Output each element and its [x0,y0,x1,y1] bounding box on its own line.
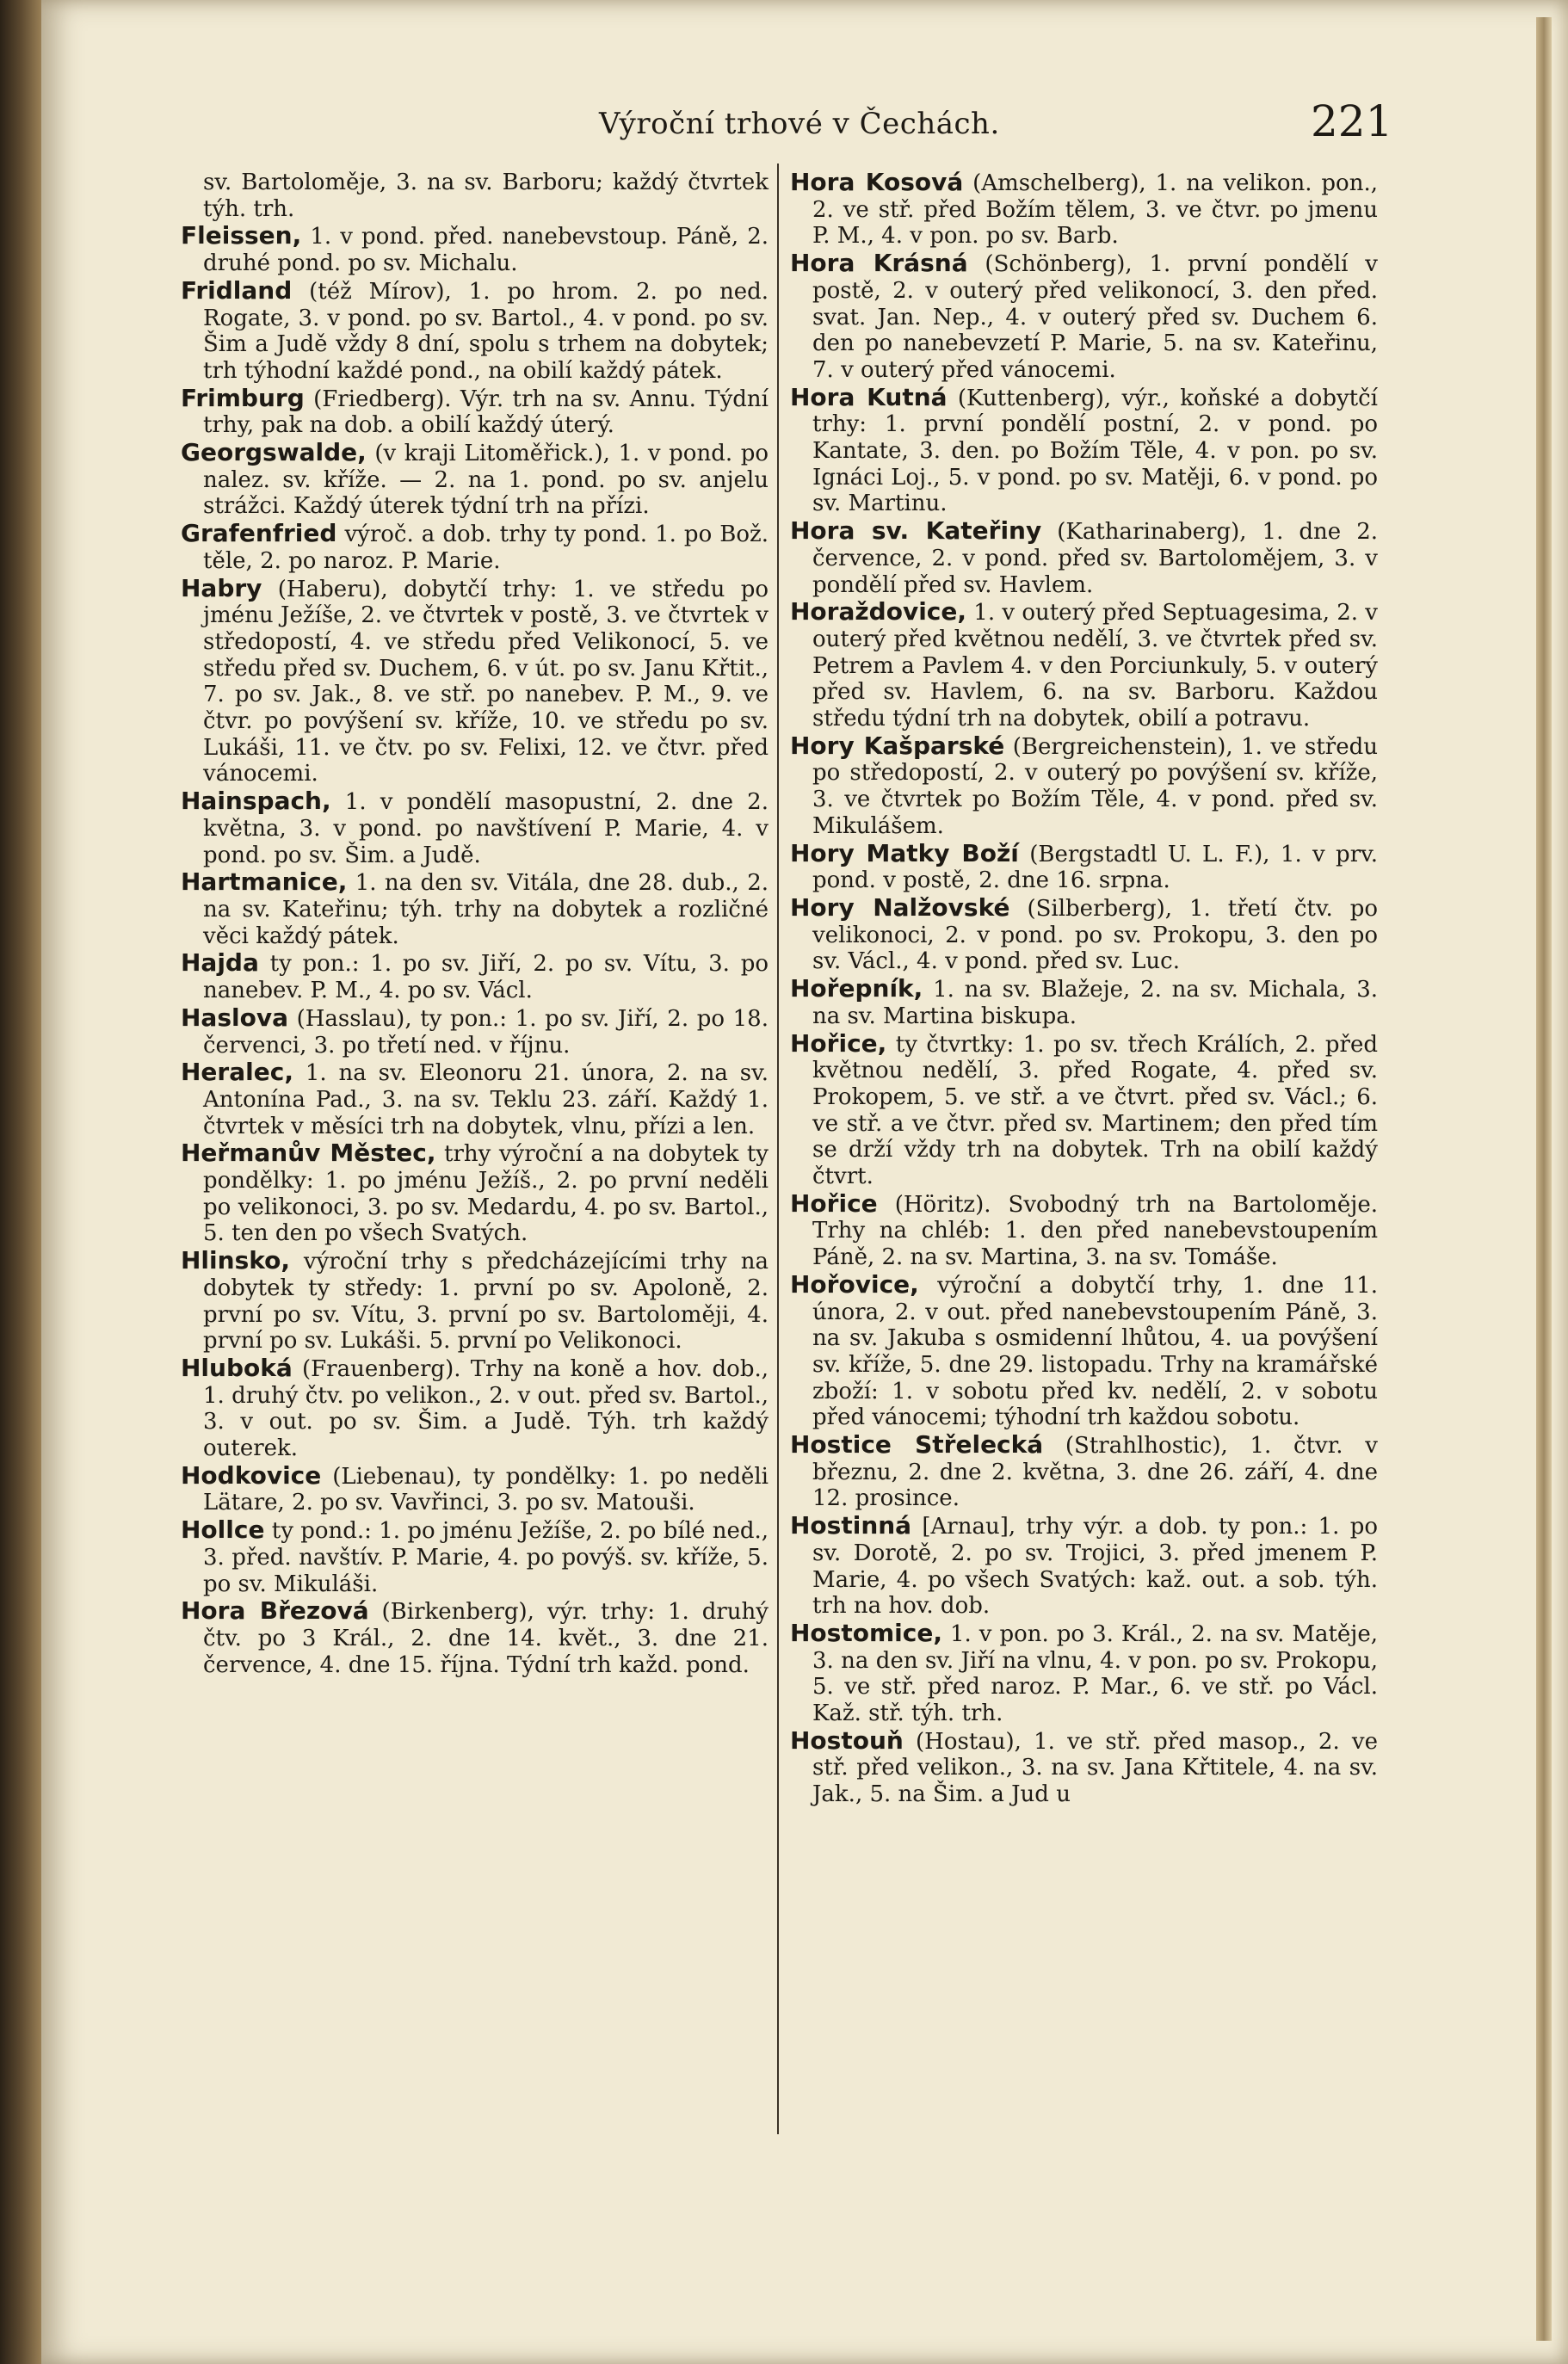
gazetteer-entry [181,1248,769,1355]
gazetteer-entry [790,1269,1378,1431]
entry-text: (Bergreichenstein), 1. ve středu po středopostí, 2. v outerý po povýšení sv. kříže, 3. ve čtvrtek po Božím Těle, 4. v pond. před sv. Mikulášem. [812,733,1378,839]
entry-text: (Silberberg), 1. třetí čtv. po velikonoci, 2. v pond. po sv. Prokopu, 3. den po sv. Václ., 4. v pond. před sv. Luc. [812,895,1378,975]
gazetteer-entry [181,950,769,1003]
place-name: Hodkovice [181,1460,322,1490]
place-name: Hory Matky Boží [790,838,1019,867]
entry-text: (Höritz). Svobodný trh na Bartoloměje. Trhy na chléb: 1. den před nanebevstoupením Páně, 2. na sv. Martina, 3. na sv. Tomáše. [812,1191,1378,1271]
gazetteer-entry [790,382,1378,518]
place-name: Frimburg [181,383,305,412]
place-name: Hlinsko, [181,1246,290,1275]
gazetteer-entry [790,518,1378,598]
entry-text: (Haberu), dobytčí trhy: 1. ve středu po jménu Ježíše, 2. ve čtvrtek v postě, 3. ve čtvrtek v středopostí, 4. ve středu před Velikonocí, 5. ve středu před sv. Duchem, 6. v út. po sv. Janu Křtit., 7. po sv. Jak., 8. ve stř. po nanebev. P. M., 9. ve čtvr. po povýšení sv. kříže, 10. ve středu po sv. Lukáši, 11. ve čtv. po sv. Felixi, 12. ve čtvr. před vánocemi. [203,576,769,787]
gazetteer-entry [181,1005,769,1059]
entry-text: [Arnau], trhy výr. a dob. ty pon.: 1. po sv. Dorotě, 2. po sv. Trojici, 3. před jmenem P. Marie, 4. po všech Svatých: kaž. out. a sob. týh. trh na hov. dob. [812,1514,1378,1620]
entry-text: (Friedberg). Výr. trh na sv. Annu. Týdní trhy, pak na dob. a obilí každý úterý. [203,386,769,439]
gazetteer-entry [181,1355,769,1462]
gazetteer-entry [181,869,769,949]
place-name: Hořovice, [790,1269,919,1299]
entry-text: 1. na sv. Eleonoru 21. února, 2. na sv. Antonína Pad., 3. na sv. Teklu 23. září. Každý 1. čtvrtek v měsíci trh na dobytek, vlnu, přízi a len. [203,1060,769,1139]
entry-text: (Frauenberg). Trhy na koně a hov. dob., 1. druhý čtv. po velikon., 2. v out. před sv. Bartol., 3. v out. po sv. Šim. a Judě. Týh. trh každý outerek. [203,1355,769,1462]
place-name: Hartmanice, [181,867,348,897]
entry-text: 1. na den sv. Vitála, dne 28. dub., 2. na sv. Kateřinu; týh. trhy na dobytek a rozličné věci každý pátek. [203,870,769,949]
place-name: Hořice [790,1188,878,1218]
place-name: Horaždovice, [790,597,967,626]
gazetteer-entry [790,733,1378,840]
place-name: Hory Kašparské [790,731,1005,760]
gazetteer-entry [181,1598,769,1678]
entry-text: (též Mírov), 1. po hrom. 2. po ned. Rogate, 3. v pond. po sv. Bartol., 4. v pond. po sv. Šim a Judě vždy 8 dní, spolu s trhem na dobytek; trh týhodní každé pond., na obilí každý pátek. [203,278,769,384]
entry-text: 1. v pon. po 3. Král., 2. na sv. Matěje, 3. na den sv. Jiří na vlnu, 4. v pon. po sv. Prokopu, 5. ve stř. před naroz. P. Mar., 6. ve stř. po Václ. Kaž. stř. týh. trh. [812,1620,1378,1727]
page-number: 221 [1311,96,1393,146]
entry-text: 1. na sv. Blažeje, 2. na sv. Michala, 3. na sv. Martina biskupa. [812,977,1378,1029]
place-name: Hora sv. Kateřiny [790,516,1042,546]
place-name: Hluboká [181,1353,293,1382]
place-name: Grafenfried [181,519,337,548]
place-name: Hora Kosová [790,168,964,196]
gazetteer-entry [181,440,769,520]
place-name: Fridland [181,275,293,305]
right-column [790,170,1378,1809]
gazetteer-entry [181,383,769,439]
entry-text: ty pond.: 1. po jménu Ježíše, 2. po bílé ned., 3. před. navštív. P. Marie, 4. po povýš. sv. kříže, 5. po sv. Mikuláši. [203,1518,769,1597]
running-title: Výroční trhové v Čechách. [599,107,1000,141]
place-name: Hostice Střelecká [790,1430,1044,1460]
entry-text: sv. Bartoloměje, 3. na sv. Barboru; každý čtvrtek týh. trh. [203,170,769,222]
entry-text: (Kuttenberg), výr., koňské a dobytčí trhy: 1. první pondělí postní, 2. v pond. po Kantate, 3. den. po Božím Těle, 4. v pon. po sv. Ignáci Loj., 5. v pond. po sv. Matěji, 6. v pond. po sv. Martinu. [812,385,1378,517]
gazetteer-entry [790,1620,1378,1727]
column-divider [777,164,779,2134]
gazetteer-entry [790,1188,1378,1271]
place-name: Hořice, [790,1028,887,1058]
place-name: Hora Březová [181,1596,369,1626]
gazetteer-entry [181,1059,769,1139]
entry-text: (Schönberg), 1. první pondělí v postě, 2. v outerý před velikonocí, 3. den před. svat. Jan. Nep., 4. v outerý před sv. Duchem 6. den po nanebevzetí P. Marie, 5. na sv. Kateřinu, 7. v outerý před vánocemi. [812,251,1378,383]
entry-text: výroční a dobytčí trhy, 1. dne 11. února, 2. v out. před nanebevstoupením Páně, 3. na sv. Jakuba s osmidenní lhůtou, 4. ua povýšení sv. kříže, 5. dne 29. listopadu. Trhy na kramářské zboží: 1. v sobotu před kv. nedělí, 2. v sobotu před vánocemi; týhodní trh každou sobotu. [812,1272,1378,1431]
gazetteer-entry [790,892,1378,975]
entry-text: ty pon.: 1. po sv. Jiří, 2. po sv. Vítu, 3. po nanebev. P. M., 4. po sv. Václ. [203,951,769,1004]
place-name: Hořepník, [790,974,923,1003]
gazetteer-entry [181,1460,769,1516]
gazetteer-entry [790,976,1378,1029]
place-name: Hollce [181,1515,265,1545]
entry-text: ty čtvrtky: 1. po sv. třech Králích, 2. před květnou nedělí, 3. před Rogate, 4. před sv. Prokopem, 5. ve stř. a ve čtvrt. před sv. Václ.; 6. ve stř. a ve čtvr. před sv. Martinem; den před tím se drží vždy trh na dobytek. Trh na obilí každý čtvrt. [812,1031,1378,1190]
gazetteer-entry [790,1725,1378,1808]
place-name: Hostinná [790,1511,912,1540]
place-name: Heralec, [181,1058,293,1087]
place-name: Hory Nalžovské [790,892,1010,922]
entry-text: (Katharinaberg), 1. dne 2. července, 2. v pond. před sv. Bartoloměj​em, 3. v pondělí před sv. Havlem. [812,519,1378,598]
entry-text: (Hasslau), ty pon.: 1. po sv. Jiří, 2. po 18. červenci, 3. po třetí ned. v říjnu. [203,1005,769,1059]
gazetteer-entry [790,1028,1378,1190]
entry-text: (Hostau), 1. ve stř. před masop., 2. ve stř. před velikon., 3. na sv. Jana Křtitele, 4. na sv. Jak., 5. na Šim. a Jud u [812,1728,1378,1808]
gazetteer-entry [790,1432,1378,1512]
entry-text: 1. v pondělí masopustní, 2. dne 2. května, 3. v pond. po navštívení P. Marie, 4. v pond. po sv. Šim. a Judě. [203,789,769,868]
gazetteer-entry [181,521,769,574]
entry-text: (v kraji Litoměřick.), 1. v pond. po nalez. sv. kříže. — 2. na 1. pond. po sv. anjelu strážci. Každý úterek týdní trh na přízi. [203,441,769,520]
place-name: Haslova [181,1003,288,1032]
place-name: Fleissen, [181,221,302,250]
gazetteer-entry [790,599,1378,732]
place-name: Hajda [181,948,259,978]
gazetteer-entry [181,1517,769,1597]
entry-text: (Liebenau), ty pondělky: 1. po neděli Lätare, 2. po sv. Vavřinci, 3. po sv. Matouši. [203,1463,769,1516]
gazetteer-entry [181,573,769,788]
gazetteer-entry [181,1140,769,1247]
gazetteer-entry [181,788,769,868]
entry-text: 1. v pond. před. nanebevstoup. Páně, 2. druhé pond. po sv. Michalu. [203,224,769,277]
place-name: Heřmanův Městec, [181,1139,436,1168]
page-edge [1536,17,1552,2341]
left-column [181,170,769,1679]
entry-text: (Birkenberg), výr. trhy: 1. druhý čtv. po 3 Král., 2. dne 14. květ., 3. dne 21. července, 4. dne 15. října. Týdní trh každ. pond. [203,1599,769,1678]
gazetteer-entry [790,838,1379,894]
gazetteer-entry [181,170,769,222]
place-name: Georgswalde, [181,438,367,467]
entry-text: trhy výroční a na dobytek ty pondělky: 1. po jménu Ježíš., 2. po první neděli po velikonoci, 3. po sv. Medardu, 4. po sv. Bartol., 5. ten den po všech Svatých. [203,1141,769,1247]
entry-text: 1. v outerý před Septuagesima, 2. v outerý před květnou nedělí, 3. ve čtvrtek před sv. Petrem a Pavlem 4. v den Porciunkuly, 5. v outerý před sv. Havlem, 6. na sv. Barboru. Každou středu týdní trh na dobytek, obilí a potravu. [812,600,1378,732]
place-name: Hostomice, [790,1618,942,1647]
place-name: Hora Krásná [790,249,968,278]
entry-text: výroční trhy s předcházejícími trhy na dobytek ty středy: 1. první po sv. Apoloně, 2. první po sv. Vítu, 3. první po sv. Bartoloměji, 4. první po sv. Lukáši. 5. první po Velikonoci. [203,1249,769,1355]
place-name: Hora Kutná [790,382,948,411]
place-name: Habry [181,573,262,602]
page-header [86,96,1393,157]
place-name: Hainspach, [181,787,331,816]
entry-text: výroč. a dob. trhy ty pond. 1. po Bož. těle, 2. po naroz. P. Marie. [203,522,769,574]
entry-text: (Strahlhostic), 1. čtvr. v březnu, 2. dne 2. května, 3. dne 26. září, 4. dne 12. prosince. [812,1433,1378,1512]
gazetteer-entry [790,170,1378,250]
entry-text: (Amschelberg), 1. na velikon. pon., 2. ve stř. před Božím tělem, 3. ve čtvr. po jmenu P. M., 4. v pon. po sv. Barb. [812,170,1378,250]
gazetteer-entry [790,250,1378,384]
gazetteer-entry [790,1513,1378,1620]
gazetteer-entry [181,223,769,276]
place-name: Hostouň [790,1725,904,1755]
gazetteer-entry [181,275,769,385]
entry-text: (Bergstadtl U. L. F.), 1. v prv. pond. v postě, 2. dne 16. srpna. [812,841,1379,894]
